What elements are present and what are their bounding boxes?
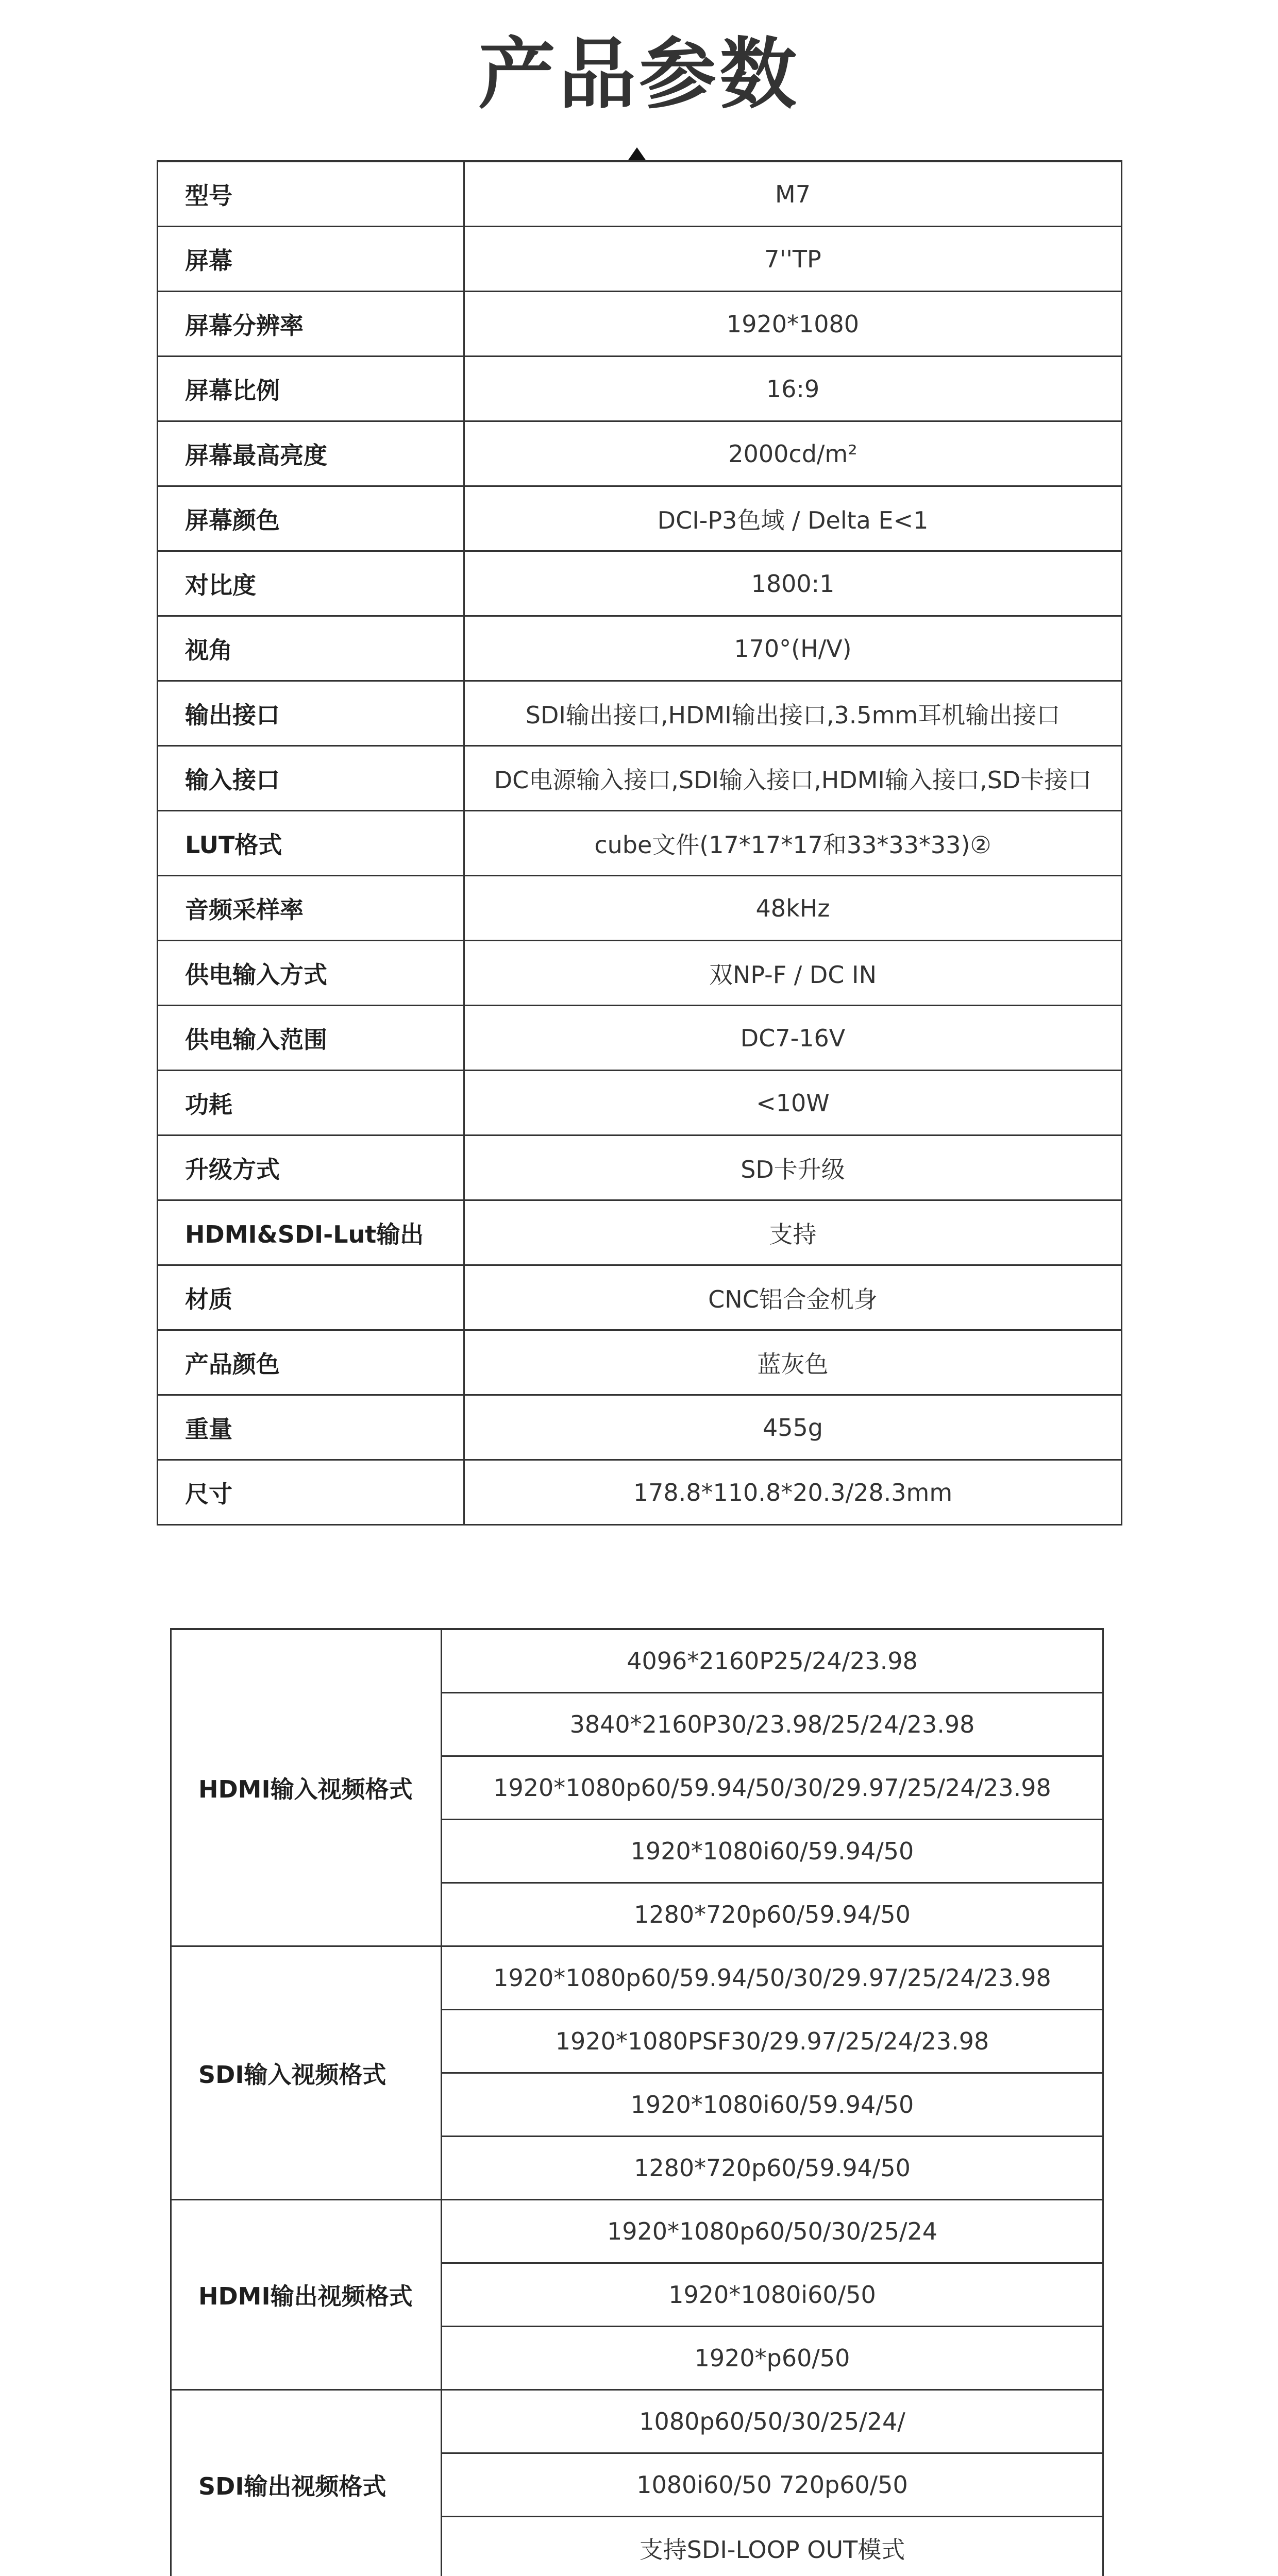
spec-row — [158, 1460, 1122, 1525]
spec-label: 升级方式 — [158, 1136, 464, 1200]
spec-value: 178.8*110.8*20.3/28.3mm — [464, 1460, 1122, 1525]
format-group-label: HDMI输出视频格式 — [171, 2200, 442, 2390]
spec-row — [158, 616, 1122, 681]
format-row — [171, 2390, 1103, 2453]
format-value: 1920*1080i60/59.94/50 — [442, 1820, 1103, 1883]
spec-row — [158, 357, 1122, 421]
spec-label: LUT格式 — [158, 811, 464, 876]
format-value: 4096*2160P25/24/23.98 — [442, 1629, 1103, 1693]
format-row — [171, 1946, 1103, 2010]
format-value: 1280*720p60/59.94/50 — [442, 2137, 1103, 2200]
spec-value: SD卡升级 — [464, 1136, 1122, 1200]
spec-label: 材质 — [158, 1265, 464, 1330]
spec-row — [158, 1136, 1122, 1200]
spec-table — [157, 160, 1122, 1526]
spec-value: 455g — [464, 1395, 1122, 1460]
spec-value: 双NP-F / DC IN — [464, 941, 1122, 1006]
format-group-label: HDMI输入视频格式 — [171, 1629, 442, 1946]
spec-row — [158, 292, 1122, 357]
spec-row — [158, 227, 1122, 292]
spec-row — [158, 1071, 1122, 1136]
spec-value: 2000cd/m² — [464, 421, 1122, 486]
spec-row — [158, 1265, 1122, 1330]
spec-label: 重量 — [158, 1395, 464, 1460]
spec-label: 尺寸 — [158, 1460, 464, 1525]
format-value: 1920*1080PSF30/29.97/25/24/23.98 — [442, 2010, 1103, 2073]
spec-label: 供电输入方式 — [158, 941, 464, 1006]
spec-value: DC电源输入接口,SDI输入接口,HDMI输入接口,SD卡接口 — [464, 746, 1122, 811]
spec-value: 170°(H/V) — [464, 616, 1122, 681]
format-value: 1920*p60/50 — [442, 2327, 1103, 2390]
spec-label: 屏幕最高亮度 — [158, 421, 464, 486]
spec-label: 视角 — [158, 616, 464, 681]
spec-row — [158, 486, 1122, 551]
spec-label: 屏幕比例 — [158, 357, 464, 421]
spec-row — [158, 1006, 1122, 1071]
spec-label: 产品颜色 — [158, 1330, 464, 1395]
spec-value: <10W — [464, 1071, 1122, 1136]
format-value: 3840*2160P30/23.98/25/24/23.98 — [442, 1693, 1103, 1756]
format-value: 1920*1080p60/59.94/50/30/29.97/25/24/23.98 — [442, 1756, 1103, 1820]
format-group-label: SDI输出视频格式 — [171, 2390, 442, 2576]
spec-label: HDMI&SDI-Lut输出 — [158, 1200, 464, 1265]
spec-value: cube文件(17*17*17和33*33*33)② — [464, 811, 1122, 876]
spec-value: 1800:1 — [464, 551, 1122, 616]
format-value: 1080i60/50 720p60/50 — [442, 2453, 1103, 2517]
format-value: 1080p60/50/30/25/24/ — [442, 2390, 1103, 2453]
spec-label: 型号 — [158, 161, 464, 227]
spec-value: 支持 — [464, 1200, 1122, 1265]
spec-row — [158, 941, 1122, 1006]
spec-value: SDI输出接口,HDMI输出接口,3.5mm耳机输出接口 — [464, 681, 1122, 746]
spec-value: 16:9 — [464, 357, 1122, 421]
spec-label: 输出接口 — [158, 681, 464, 746]
format-value: 1920*1080p60/59.94/50/30/29.97/25/24/23.98 — [442, 1946, 1103, 2010]
spec-value: 蓝灰色 — [464, 1330, 1122, 1395]
spec-row — [158, 1330, 1122, 1395]
format-value: 1920*1080i60/59.94/50 — [442, 2073, 1103, 2137]
spec-row — [158, 421, 1122, 486]
spec-label: 屏幕颜色 — [158, 486, 464, 551]
spec-label: 供电输入范围 — [158, 1006, 464, 1071]
spec-value: 1920*1080 — [464, 292, 1122, 357]
spec-label: 输入接口 — [158, 746, 464, 811]
spec-label: 功耗 — [158, 1071, 464, 1136]
spec-value: 7''TP — [464, 227, 1122, 292]
format-value: 1280*720p60/59.94/50 — [442, 1883, 1103, 1946]
spec-label: 音频采样率 — [158, 876, 464, 941]
format-value: 支持SDI-LOOP OUT模式 — [442, 2517, 1103, 2576]
spec-row — [158, 551, 1122, 616]
spec-row — [158, 876, 1122, 941]
video-format-table — [170, 1628, 1104, 2576]
format-value: 1920*1080i60/50 — [442, 2263, 1103, 2327]
format-row — [171, 2200, 1103, 2263]
spec-row — [158, 746, 1122, 811]
page-title: 产品参数 — [0, 28, 1278, 121]
spec-row — [158, 161, 1122, 227]
spec-value: M7 — [464, 161, 1122, 227]
spec-row — [158, 811, 1122, 876]
spec-row — [158, 681, 1122, 746]
spec-row — [158, 1200, 1122, 1265]
spec-value: 48kHz — [464, 876, 1122, 941]
format-value: 1920*1080p60/50/30/25/24 — [442, 2200, 1103, 2263]
spec-label: 屏幕 — [158, 227, 464, 292]
spec-value: DC7-16V — [464, 1006, 1122, 1071]
format-row — [171, 1629, 1103, 1693]
spec-row — [158, 1395, 1122, 1460]
spec-label: 对比度 — [158, 551, 464, 616]
pointer-triangle-icon — [628, 147, 646, 161]
spec-value: CNC铝合金机身 — [464, 1265, 1122, 1330]
spec-label: 屏幕分辨率 — [158, 292, 464, 357]
spec-value: DCI-P3色域 / Delta E<1 — [464, 486, 1122, 551]
format-group-label: SDI输入视频格式 — [171, 1946, 442, 2200]
